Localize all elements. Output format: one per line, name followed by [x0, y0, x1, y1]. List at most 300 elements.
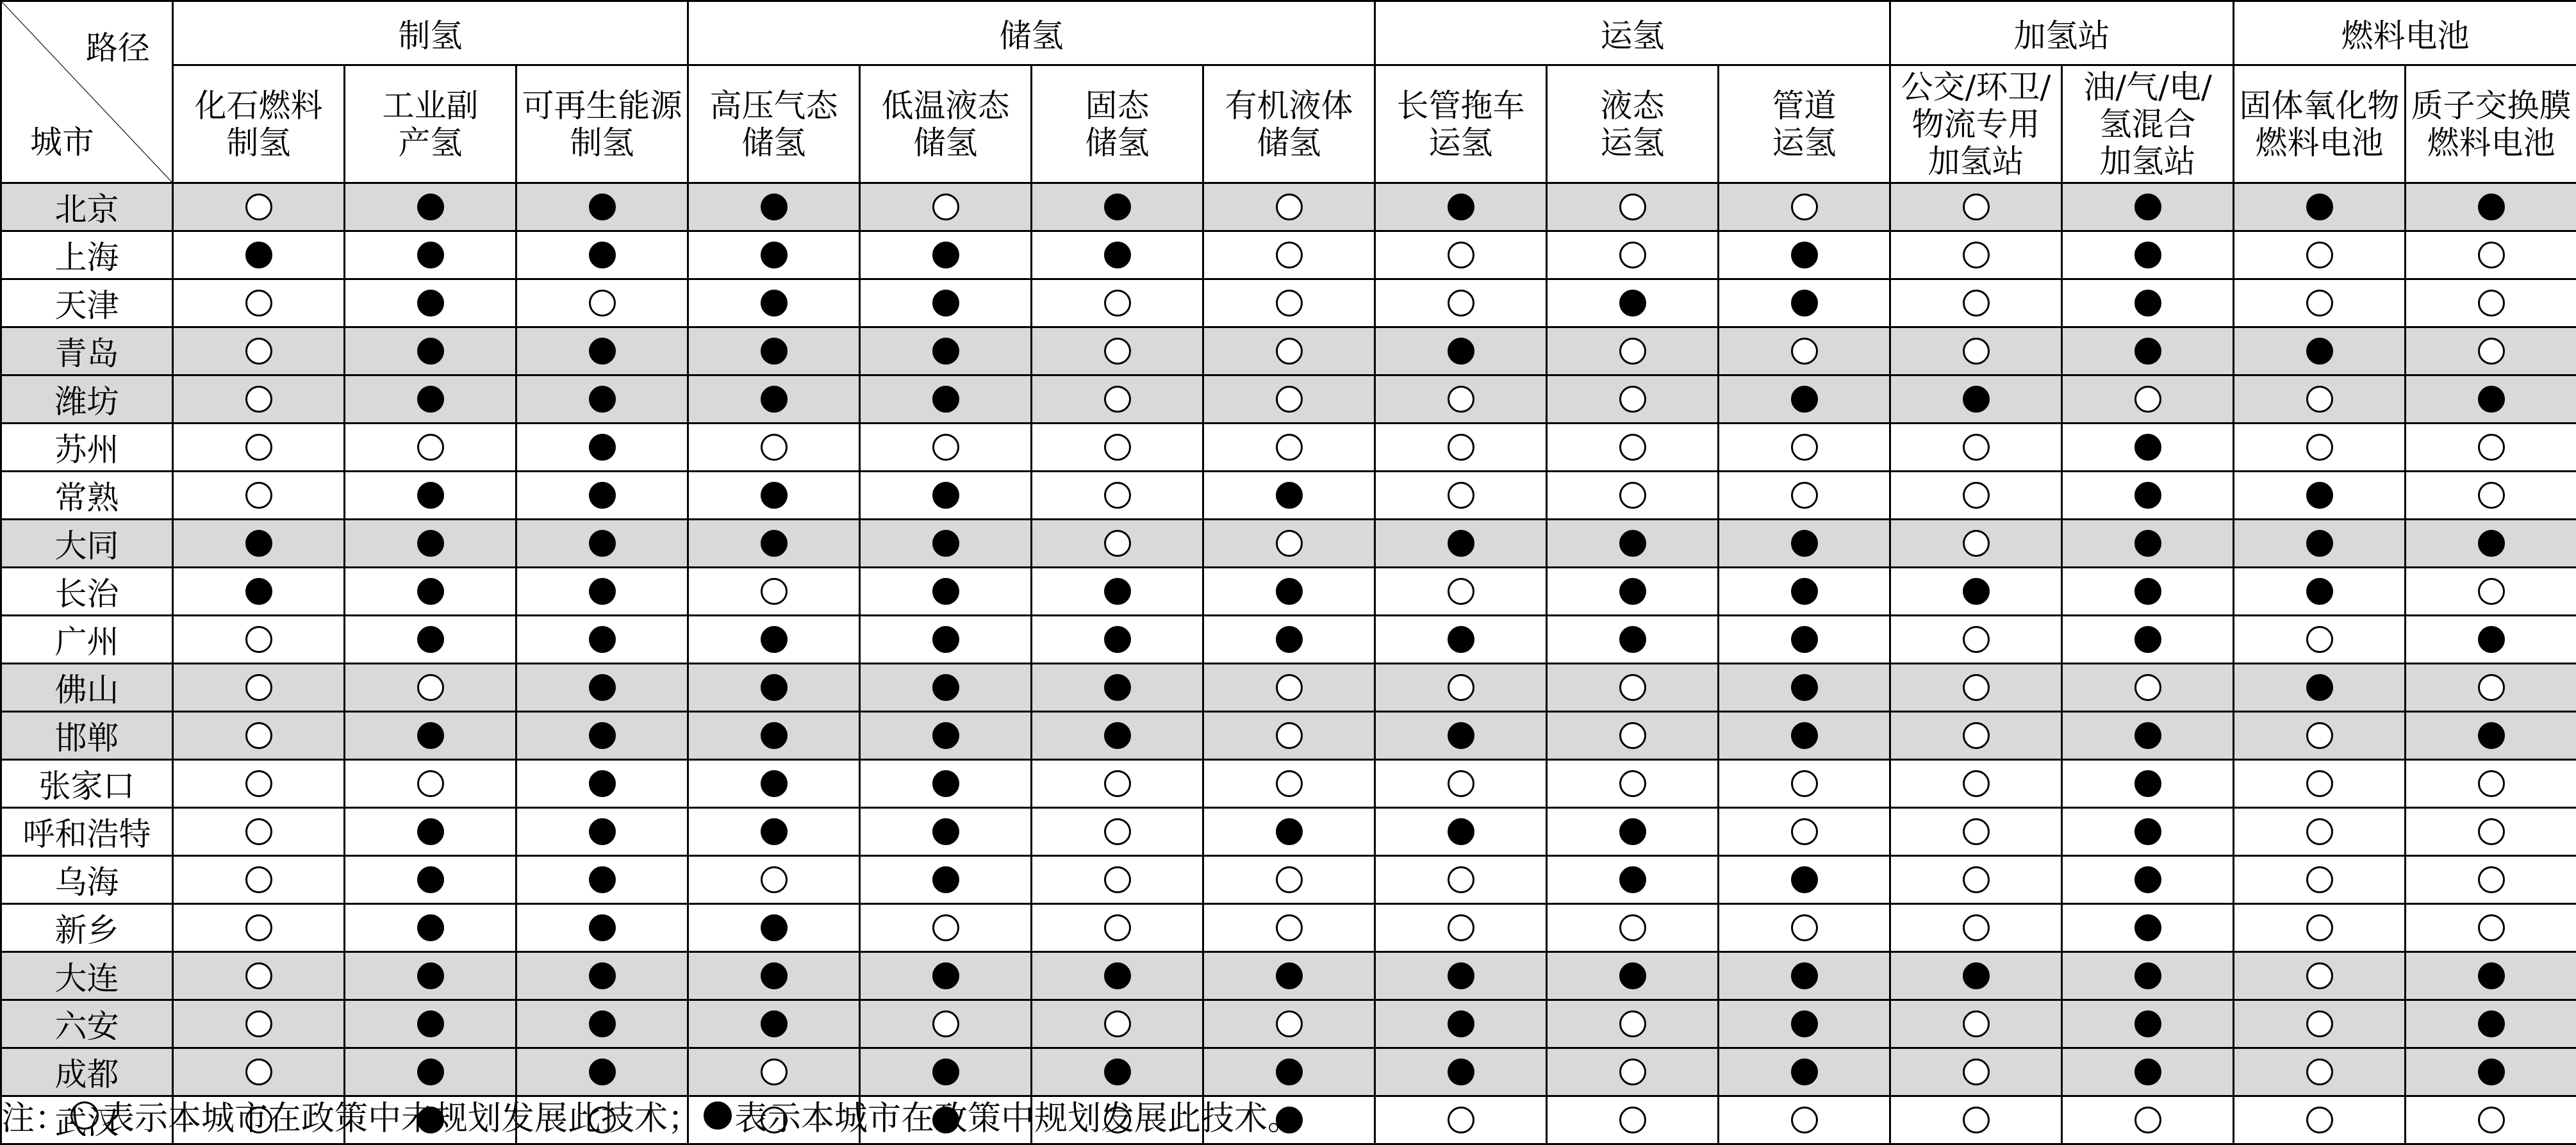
status-cell: [516, 808, 688, 856]
filled-circle-icon: [1448, 338, 1474, 365]
filled-circle-icon: [2478, 1010, 2505, 1037]
city-cell: 成都: [1, 1048, 173, 1096]
empty-circle-icon: [1619, 770, 1646, 797]
status-cell: [1890, 1048, 2062, 1096]
status-cell: [516, 1048, 688, 1096]
status-cell: [688, 327, 860, 375]
table-row: [1, 279, 2576, 327]
legend-note: [1, 1091, 1301, 1139]
status-cell: [1032, 1000, 1203, 1048]
status-cell: [2234, 568, 2406, 616]
empty-circle-icon: [1104, 866, 1131, 893]
subcolumn-header-line: 运氢: [1601, 124, 1665, 161]
subcolumn-header-line: 加氢站: [2100, 143, 2196, 180]
status-cell: [2406, 1000, 2576, 1048]
empty-circle-icon: [1963, 1059, 1990, 1085]
empty-circle-icon: [1276, 194, 1303, 220]
filled-circle-icon: [589, 626, 616, 653]
filled-circle-icon: [932, 242, 959, 268]
table-row: [1, 856, 2576, 904]
city-cell: 青岛: [1, 327, 173, 375]
filled-circle-icon: [1104, 242, 1131, 268]
group-header: 运氢: [1375, 1, 1890, 65]
status-cell: [1203, 1000, 1375, 1048]
filled-circle-icon: [761, 242, 788, 268]
subcolumn-header-line: 公交/环卫/: [1901, 69, 2051, 106]
filled-circle-icon: [417, 386, 444, 413]
empty-circle-icon: [1963, 674, 1990, 701]
status-cell: [173, 712, 345, 760]
empty-circle-icon: [1276, 434, 1303, 461]
filled-circle-icon: [417, 338, 444, 365]
filled-circle-icon: [1963, 578, 1990, 605]
corner-label-path: 路径: [86, 22, 150, 69]
filled-circle-icon: [1791, 578, 1818, 605]
status-cell: [2234, 183, 2406, 231]
status-cell: [688, 472, 860, 520]
city-cell: 张家口: [1, 760, 173, 808]
empty-circle-icon: [2478, 338, 2505, 365]
status-cell: [688, 375, 860, 424]
status-cell: [516, 568, 688, 616]
subcolumn-header: [1203, 65, 1375, 183]
status-cell: [688, 760, 860, 808]
filled-circle-icon: [1276, 962, 1303, 989]
status-cell: [345, 952, 516, 1000]
status-cell: [2234, 616, 2406, 664]
status-cell: [1547, 1096, 1719, 1144]
filled-circle-icon: [932, 674, 959, 701]
filled-circle-icon: [1791, 962, 1818, 989]
empty-circle-icon: [1448, 386, 1474, 413]
subcolumn-header: [2062, 65, 2234, 183]
empty-circle-icon: [2134, 386, 2161, 413]
status-cell: [688, 279, 860, 327]
filled-circle-icon: [761, 530, 788, 557]
filled-circle-icon: [1104, 626, 1131, 653]
empty-circle-icon: [2478, 482, 2505, 509]
filled-circle-icon: [417, 1059, 444, 1085]
filled-circle-icon: [761, 338, 788, 365]
note-empty-text: 表示本城市在政策中未规划发展此技术；: [101, 1091, 701, 1139]
filled-circle-icon: [2134, 1010, 2161, 1037]
status-cell: [1375, 712, 1547, 760]
status-cell: [1890, 279, 2062, 327]
filled-circle-icon: [417, 578, 444, 605]
status-cell: [1375, 472, 1547, 520]
empty-circle-icon: [245, 914, 272, 941]
subcolumn-header-line: 燃料电池: [2427, 124, 2555, 161]
empty-circle-icon: [1104, 434, 1131, 461]
subcolumn-header: [1547, 65, 1719, 183]
subcolumn-header-line: 工业副: [383, 87, 479, 124]
status-cell: [2062, 279, 2234, 327]
filled-circle-icon: [1104, 962, 1131, 989]
status-cell: [173, 1048, 345, 1096]
empty-circle-icon: [1104, 290, 1131, 317]
status-cell: [860, 279, 1032, 327]
empty-circle-icon: [1963, 770, 1990, 797]
status-cell: [1890, 952, 2062, 1000]
city-cell: 六安: [1, 1000, 173, 1048]
status-cell: [1890, 760, 2062, 808]
status-cell: [1375, 808, 1547, 856]
status-cell: [2234, 664, 2406, 712]
empty-circle-icon: [1619, 434, 1646, 461]
filled-circle-icon: [2134, 1059, 2161, 1085]
empty-circle-icon: [1276, 770, 1303, 797]
status-cell: [2234, 712, 2406, 760]
empty-circle-icon: [245, 1059, 272, 1085]
subcolumn-header: [1719, 65, 1890, 183]
status-cell: [1719, 904, 1890, 952]
status-cell: [173, 520, 345, 568]
filled-circle-icon: [1104, 674, 1131, 701]
status-cell: [1719, 616, 1890, 664]
filled-circle-icon: [932, 386, 959, 413]
status-cell: [516, 952, 688, 1000]
filled-circle-icon: [761, 962, 788, 989]
subcolumn-header: [688, 65, 860, 183]
filled-circle-icon: [1619, 530, 1646, 557]
status-cell: [1375, 231, 1547, 279]
empty-circle-icon: [1791, 914, 1818, 941]
status-cell: [1890, 520, 2062, 568]
empty-circle-icon: [1963, 866, 1990, 893]
status-cell: [345, 616, 516, 664]
subcolumn-header-line: 油/气/电/: [2083, 69, 2212, 106]
note-prefix: 注：: [1, 1091, 68, 1139]
status-cell: [860, 952, 1032, 1000]
empty-circle-icon: [1963, 434, 1990, 461]
status-cell: [2406, 616, 2576, 664]
status-cell: [2234, 424, 2406, 472]
status-cell: [173, 904, 345, 952]
empty-circle-icon: [1104, 770, 1131, 797]
filled-circle-icon: [589, 242, 616, 268]
filled-circle-icon: [417, 626, 444, 653]
group-header: 储氢: [688, 1, 1375, 65]
empty-circle-icon: [1963, 338, 1990, 365]
status-cell: [516, 375, 688, 424]
subcolumn-header: [1032, 65, 1203, 183]
filled-circle-icon: [589, 1059, 616, 1085]
filled-circle-icon: [1276, 818, 1303, 845]
filled-circle-icon: [1791, 242, 1818, 268]
status-cell: [345, 856, 516, 904]
empty-circle-icon: [245, 674, 272, 701]
empty-circle-icon: [761, 866, 788, 893]
filled-circle-icon: [1448, 962, 1474, 989]
status-cell: [1890, 904, 2062, 952]
filled-circle-icon: [1791, 1059, 1818, 1085]
status-cell: [860, 904, 1032, 952]
group-header: 制氢: [173, 1, 688, 65]
filled-circle-icon: [589, 818, 616, 845]
status-cell: [516, 424, 688, 472]
empty-circle-icon: [1791, 434, 1818, 461]
note-filled-text: 表示本城市在政策中规划发展此技术。: [734, 1091, 1301, 1139]
filled-circle-icon: [932, 578, 959, 605]
status-cell: [688, 616, 860, 664]
status-cell: [1547, 424, 1719, 472]
empty-circle-icon: [1791, 818, 1818, 845]
table-row: [1, 616, 2576, 664]
filled-circle-icon: [761, 818, 788, 845]
table-row: [1, 375, 2576, 424]
status-cell: [1719, 664, 1890, 712]
table-row: [1, 183, 2576, 231]
status-cell: [1032, 424, 1203, 472]
filled-circle-icon: [2134, 962, 2161, 989]
status-cell: [2406, 279, 2576, 327]
status-cell: [173, 808, 345, 856]
status-cell: [1203, 472, 1375, 520]
status-cell: [1547, 712, 1719, 760]
status-cell: [1890, 712, 2062, 760]
status-cell: [1719, 520, 1890, 568]
empty-circle-icon: [761, 434, 788, 461]
empty-circle-icon: [1963, 242, 1990, 268]
empty-circle-icon: [1276, 1010, 1303, 1037]
status-cell: [173, 952, 345, 1000]
filled-circle-icon: [1791, 866, 1818, 893]
empty-circle-icon: [1619, 722, 1646, 749]
empty-circle-icon: [2306, 242, 2333, 268]
status-cell: [1032, 808, 1203, 856]
filled-circle-icon: [1619, 962, 1646, 989]
status-cell: [1719, 375, 1890, 424]
subcolumn-header-line: 管道: [1772, 87, 1837, 124]
filled-circle-icon: [245, 530, 272, 557]
empty-circle-icon: [1448, 1107, 1474, 1133]
status-cell: [1890, 664, 2062, 712]
status-cell: [1375, 183, 1547, 231]
filled-circle-icon: [932, 770, 959, 797]
subcolumn-header-line: 储氢: [1257, 124, 1321, 161]
subcolumn-header-line: 低温液态: [882, 87, 1010, 124]
filled-circle-icon: [2478, 1059, 2505, 1085]
filled-circle-icon: [2306, 482, 2333, 509]
filled-circle-icon: [1791, 1010, 1818, 1037]
filled-circle-icon: [417, 530, 444, 557]
filled-circle-icon: [589, 1010, 616, 1037]
status-cell: [2406, 760, 2576, 808]
filled-circle-icon: [589, 338, 616, 365]
empty-circle-icon: [1963, 1010, 1990, 1037]
empty-circle-icon: [1619, 1107, 1646, 1133]
filled-circle-icon: [417, 914, 444, 941]
status-cell: [173, 856, 345, 904]
empty-circle-icon: [1104, 914, 1131, 941]
status-cell: [1032, 375, 1203, 424]
empty-circle-icon: [245, 866, 272, 893]
status-cell: [1375, 904, 1547, 952]
status-cell: [2062, 424, 2234, 472]
filled-circle-icon: [589, 722, 616, 749]
status-cell: [860, 375, 1032, 424]
filled-circle-icon: [589, 866, 616, 893]
empty-circle-icon: [2306, 722, 2333, 749]
table-row: [1, 664, 2576, 712]
filled-circle-icon: [1791, 722, 1818, 749]
empty-circle-icon: [245, 290, 272, 317]
status-cell: [688, 568, 860, 616]
filled-circle-icon: [932, 290, 959, 317]
status-cell: [860, 424, 1032, 472]
filled-circle-icon: [2134, 242, 2161, 268]
empty-circle-icon: [2306, 866, 2333, 893]
status-cell: [688, 1048, 860, 1096]
filled-circle-icon: [589, 578, 616, 605]
filled-circle-icon: [932, 818, 959, 845]
status-cell: [516, 760, 688, 808]
status-cell: [345, 424, 516, 472]
status-cell: [2406, 568, 2576, 616]
status-cell: [516, 712, 688, 760]
empty-circle-icon: [1448, 674, 1474, 701]
empty-circle-icon: [245, 722, 272, 749]
filled-circle-icon: [1619, 818, 1646, 845]
table-row: [1, 568, 2576, 616]
status-cell: [1890, 327, 2062, 375]
empty-circle-icon: [1963, 818, 1990, 845]
status-cell: [2234, 279, 2406, 327]
table-row: [1, 1000, 2576, 1048]
subcolumn-header-line: 燃料电池: [2256, 124, 2384, 161]
status-cell: [1719, 760, 1890, 808]
empty-circle-icon: [1791, 194, 1818, 220]
status-cell: [1719, 183, 1890, 231]
empty-circle-icon: [1448, 242, 1474, 268]
status-cell: [1547, 952, 1719, 1000]
status-cell: [2234, 808, 2406, 856]
status-cell: [1890, 616, 2062, 664]
subcolumn-header-line: 高压气态: [710, 87, 838, 124]
status-cell: [345, 231, 516, 279]
filled-circle-icon: [417, 866, 444, 893]
empty-circle-icon: [2306, 1059, 2333, 1085]
city-cell: 上海: [1, 231, 173, 279]
table-row: [1, 904, 2576, 952]
empty-circle-icon: [2478, 914, 2505, 941]
status-cell: [1547, 375, 1719, 424]
subcolumn-header-line: 液态: [1601, 87, 1665, 124]
status-cell: [173, 327, 345, 375]
filled-circle-icon: [932, 626, 959, 653]
status-cell: [860, 327, 1032, 375]
status-cell: [1547, 520, 1719, 568]
status-cell: [173, 183, 345, 231]
status-cell: [1547, 279, 1719, 327]
empty-circle-icon: [1104, 482, 1131, 509]
empty-circle-icon: [932, 194, 959, 220]
empty-circle-icon: [2306, 770, 2333, 797]
empty-circle-icon: [932, 434, 959, 461]
status-cell: [1719, 279, 1890, 327]
empty-circle-icon: [245, 194, 272, 220]
status-cell: [1890, 568, 2062, 616]
status-cell: [516, 856, 688, 904]
filled-circle-icon: [2306, 194, 2333, 220]
filled-circle-icon: [761, 770, 788, 797]
city-cell: 乌海: [1, 856, 173, 904]
empty-circle-icon: [2478, 1107, 2505, 1133]
filled-circle-icon: [417, 194, 444, 220]
status-cell: [2406, 520, 2576, 568]
empty-circle-icon: [1104, 338, 1131, 365]
status-cell: [2062, 760, 2234, 808]
empty-circle-icon: [1619, 242, 1646, 268]
filled-circle-icon: [761, 386, 788, 413]
status-cell: [2062, 1048, 2234, 1096]
status-cell: [688, 808, 860, 856]
filled-circle-icon: [589, 674, 616, 701]
table-row: [1, 952, 2576, 1000]
status-cell: [688, 952, 860, 1000]
status-cell: [860, 712, 1032, 760]
empty-circle-icon: [1448, 482, 1474, 509]
status-cell: [345, 375, 516, 424]
filled-circle-icon: [1619, 578, 1646, 605]
status-cell: [1547, 616, 1719, 664]
status-cell: [1032, 183, 1203, 231]
subcolumn-header-line: 固态: [1086, 87, 1150, 124]
status-cell: [516, 231, 688, 279]
status-cell: [345, 664, 516, 712]
status-cell: [1203, 375, 1375, 424]
status-cell: [1203, 183, 1375, 231]
filled-circle-icon: [1791, 674, 1818, 701]
status-cell: [2406, 472, 2576, 520]
status-cell: [2234, 1096, 2406, 1144]
status-cell: [173, 279, 345, 327]
status-cell: [2406, 327, 2576, 375]
empty-circle-icon: [1276, 386, 1303, 413]
status-cell: [1375, 616, 1547, 664]
status-cell: [1719, 231, 1890, 279]
status-cell: [1547, 1048, 1719, 1096]
filled-circle-icon: [1448, 530, 1474, 557]
status-cell: [516, 1000, 688, 1048]
filled-circle-icon: [2478, 530, 2505, 557]
filled-circle-icon: [1619, 866, 1646, 893]
filled-circle-icon: [761, 914, 788, 941]
empty-circle-icon: [1448, 914, 1474, 941]
status-cell: [2234, 904, 2406, 952]
filled-circle-icon: [932, 722, 959, 749]
filled-circle-icon: [2306, 674, 2333, 701]
status-cell: [2406, 375, 2576, 424]
status-cell: [1203, 520, 1375, 568]
empty-circle-icon: [2306, 818, 2333, 845]
status-cell: [2406, 424, 2576, 472]
table-row: [1, 808, 2576, 856]
empty-circle-icon: [1963, 482, 1990, 509]
filled-circle-icon: [2134, 818, 2161, 845]
status-cell: [1375, 1048, 1547, 1096]
empty-circle-icon: [2478, 290, 2505, 317]
empty-circle-icon: [2134, 674, 2161, 701]
status-cell: [2234, 375, 2406, 424]
status-cell: [1547, 904, 1719, 952]
city-cell: 潍坊: [1, 375, 173, 424]
filled-circle-icon: [245, 578, 272, 605]
empty-circle-icon: [1276, 530, 1303, 557]
empty-circle-icon: [1448, 434, 1474, 461]
status-cell: [1890, 231, 2062, 279]
status-cell: [1032, 231, 1203, 279]
